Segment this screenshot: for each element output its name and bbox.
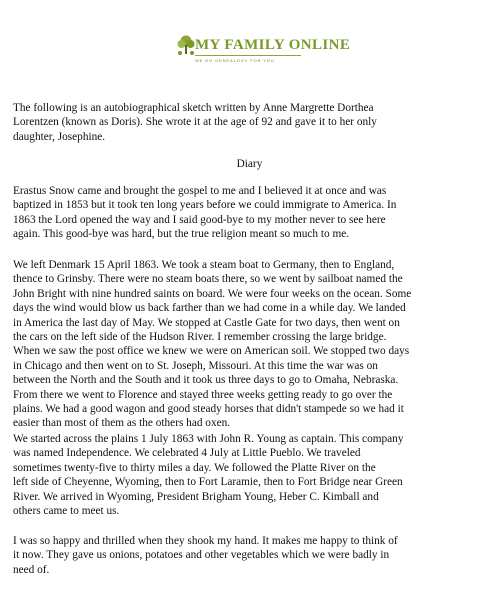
logo-tagline: WE DO GENEALOGY FOR YOU — [195, 58, 275, 63]
family-tree-icon — [175, 34, 197, 56]
logo-divider — [195, 55, 301, 56]
body-paragraph-1: Erastus Snow came and brought the gospel to me and I believed it at once and was baptized in 1853 but it took ten long years before we could immigrate to America. In 1863 the Lord opened the way and I said good-bye to my mother never to see here again. This good-bye was hard, but the true religion meant so much to me. — [13, 185, 397, 241]
body-paragraph-4: I was so happy and thrilled when they shook my hand. It makes me happy to think of it now. They gave us onions, potatoes and other vegetables which we were badly in need of. — [13, 535, 398, 576]
body-paragraph-2: We left Denmark 15 April 1863. We took a steam boat to Germany, then to England, thence to Grinsby. There were no steam boats there, so we went by sailboat named the John Bright with nine hundred saints on board. We were four weeks on the ocean. Some days the wind would blow us back farther than we had come in a while day. We landed in America the last day of May. We stopped at Castle Gate for two days, then went on the cars on the left side of the Hudson River. I remember crossing the large bridge. When we saw the post office we knew we were on American soil. We stopped two days in Chicago and then went on to St. Joseph, Missouri. At this time the war was on between the North and the South and it took us three days to go to Omaha, Nebraska. From there we went to Florence and stayed three weeks getting ready to go over the plains. We had a good wagon and good steady horses that didn't stampede so we had it easier than most of them as the others had oxen. — [13, 259, 412, 430]
logo-title: MY FAMILY ONLINE — [195, 37, 351, 53]
document-heading: Diary — [236, 158, 263, 170]
body-paragraph-3: We started across the plains 1 July 1863 with John R. Young as captain. This company was named Independence. We celebrated 4 July at Little Pueblo. We traveled sometimes twenty-five to thirty miles a day. We followed the Platte River on the left side of Cheyenne, Wyoming, then to Fort Laramie, then to Fort Bridge near Green River. We arrived in Wyoming, President Brigham Young, Heber C. Kimball and others came to meet us. — [13, 433, 404, 518]
intro-paragraph: The following is an autobiographical sketch written by Anne Margrette Dorthea Lorentzen (known as Doris). She wrote it at the age of 92 and gave it to her only daughter, Josephine. — [13, 102, 377, 143]
site-logo — [175, 34, 351, 70]
